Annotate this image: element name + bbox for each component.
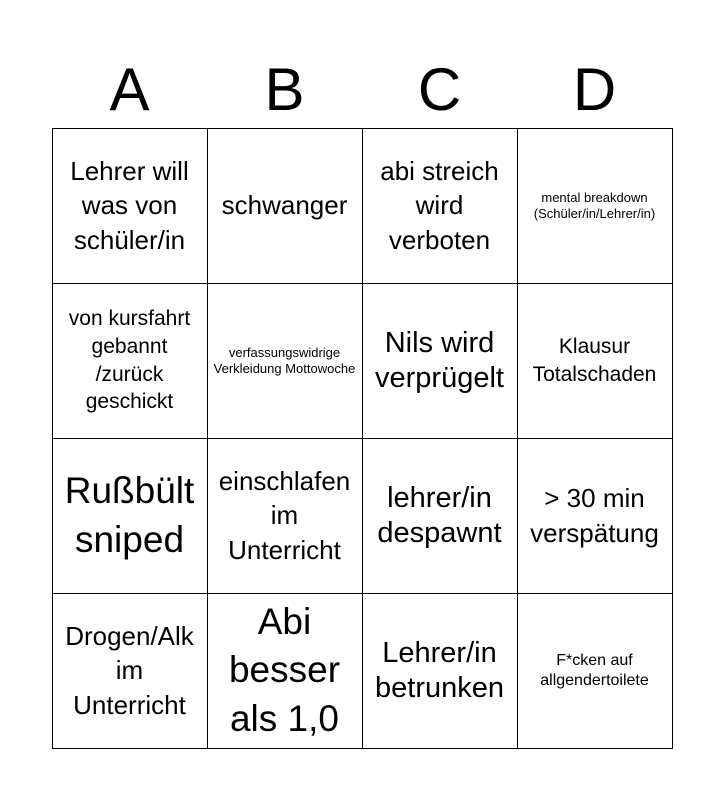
bingo-cell-c3[interactable]: lehrer/in despawnt [362,438,518,594]
bingo-cell-b3[interactable]: einschlafen im Unterricht [207,438,363,594]
bingo-cell-a1[interactable]: Lehrer will was von schüler/in [52,128,208,284]
column-letter-b: B [264,56,305,123]
column-letter-d: D [572,56,617,123]
column-letter-c: C [417,56,462,123]
bingo-cell-d3[interactable]: > 30 min verspätung [517,438,673,594]
bingo-cell-c1[interactable]: abi streich wird verboten [362,128,518,284]
bingo-cell-c2[interactable]: Nils wird verprügelt [362,283,518,439]
bingo-cell-c4[interactable]: Lehrer/in betrunken [362,593,518,749]
bingo-cell-b2[interactable]: verfassungswidrige Verkleidung Mottowoche [207,283,363,439]
column-letter-a: A [109,56,150,123]
bingo-board [52,128,672,748]
bingo-cell-a3[interactable]: Rußbült sniped [52,438,208,594]
bingo-cell-b4[interactable]: Abi besser als 1,0 [207,593,363,749]
bingo-cell-a2[interactable]: von kursfahrt gebannt /zurück geschickt [52,283,208,439]
bingo-cell-a4[interactable]: Drogen/Alk im Unterricht [52,593,208,749]
bingo-header [52,52,672,128]
bingo-cell-d2[interactable]: Klausur Totalschaden [517,283,673,439]
bingo-cell-d4[interactable]: F*cken auf allgendertoilete [517,593,673,749]
bingo-cell-b1[interactable]: schwanger [207,128,363,284]
bingo-cell-d1[interactable]: mental breakdown (Schüler/in/Lehrer/in) [517,128,673,284]
